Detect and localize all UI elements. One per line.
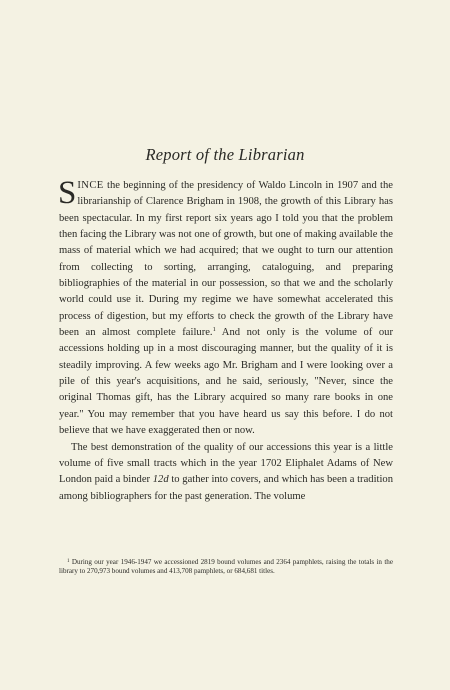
page-title: Report of the Librarian xyxy=(145,145,305,164)
drop-cap: S xyxy=(58,175,77,211)
footnote-mark: 1 xyxy=(67,559,70,564)
paragraph-2-text-b: to gather into covers, and which has been a tradition among bibliographers for the past generation. The volume xyxy=(59,474,393,502)
paragraph-2-italic: 12d xyxy=(152,474,169,486)
paragraph-1-text-a: the beginning of the presidency of Waldo Lincoln in 1907 and the librarianship of Clarence Brigham in 1908, the growth of this Library has been spectacular. In my first report six years ago I told you that the problem then facing the Library was not one of growth, but one of making available the mass of material which we had acquired; that we ought to turn our attention from collecting to sorting, arranging, cataloguing, and preparing bibliographies of the material in our possession, so that we and the scholarly world could use it. During my regime we have somewhat accelerated this process of digestion, but my efforts to check the growth of the Library have been an almost complete failure. xyxy=(59,180,393,339)
footnote xyxy=(59,557,393,576)
paragraph-2 xyxy=(59,440,393,505)
footnote-text: During our year 1946-1947 we accessioned 2819 bound volumes and 2364 pamphlets, raising the totals in the library to 270,973 bound volumes and 413,708 pamphlets, or 684,681 titles. xyxy=(59,558,393,575)
paragraph-1 xyxy=(58,175,393,440)
small-caps-opening: INCE xyxy=(77,180,104,191)
paragraph-1-text-b: And not only is the volume of our accessions holding up in a most discouraging manner, but the quality of it is steadily improving. A few weeks ago Mr. Brigham and I were looking over a pile of this year's acquisitions, and he said, seriously, "Never, since the original Thomas gift, has the Library acquired so many rare books in one year." You may remember that you have heard us say this before. I do not believe that we have exaggerated then or now. xyxy=(59,327,393,437)
footnote-reference: 1 xyxy=(212,326,216,334)
paragraph-2-text-a: The best demonstration of the quality of our accessions this year is a little volume of five small tracts which in the year 1702 Eliphalet Adams of New London paid a binder xyxy=(59,441,393,486)
body-text xyxy=(58,175,393,505)
